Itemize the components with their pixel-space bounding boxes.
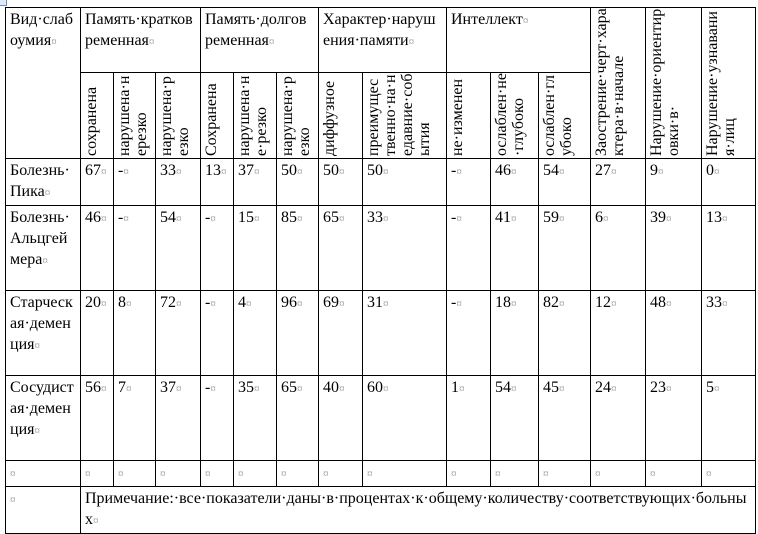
table-row <box>6 159 756 206</box>
row-name: Старческая·деменция¤ <box>6 291 81 376</box>
cell: 67¤ <box>81 159 114 206</box>
table-row <box>6 206 756 291</box>
cell: 48¤ <box>646 291 702 376</box>
empty-cell: ¤ <box>156 461 201 487</box>
cell: 82¤ <box>539 291 591 376</box>
cell: 4¤ <box>234 291 277 376</box>
row-name: Болезнь·Пика¤ <box>6 159 81 206</box>
cell: 69¤ <box>319 291 363 376</box>
empty-cell: ¤ <box>702 461 756 487</box>
note-text: Примечание:·все·показатели·даны·в·процентах·к·общему·количеству·соответствующих·больных¤ <box>81 487 756 534</box>
header-group-memory-character: Характер·нарушения·памяти¤ <box>319 8 447 73</box>
row-name: Сосудистая·деменция¤ <box>6 376 81 461</box>
cell: -¤ <box>201 376 234 461</box>
cell: 13¤ <box>201 159 234 206</box>
cell: 18¤ <box>491 291 539 376</box>
cell: 46¤ <box>491 159 539 206</box>
empty-cell: ¤ <box>6 487 81 534</box>
cell: 40¤ <box>319 376 363 461</box>
row-name: Болезнь·Альцгеймера¤ <box>6 206 81 291</box>
cell: 96¤ <box>277 291 319 376</box>
cell: 1¤ <box>447 376 491 461</box>
cell: 50¤ <box>277 159 319 206</box>
cell: 39¤ <box>646 206 702 291</box>
note-row <box>6 487 756 534</box>
cell: 54¤ <box>156 206 201 291</box>
empty-cell: ¤ <box>201 461 234 487</box>
subheader-short-mild: нарушена·нерезко <box>114 73 156 159</box>
cell: 20¤ <box>81 291 114 376</box>
header-character-sharpening: Заострение·черт·характера·в·начале <box>591 8 646 159</box>
cell: 9¤ <box>646 159 702 206</box>
empty-cell: ¤ <box>6 461 81 487</box>
cell: 33¤ <box>156 159 201 206</box>
cell: 35¤ <box>234 376 277 461</box>
subheader-recent-events: преимущественно·на·недавние·события <box>363 73 447 159</box>
empty-cell: ¤ <box>319 461 363 487</box>
table-row <box>6 376 756 461</box>
header-group-intellect: Интеллект¤ <box>447 8 591 73</box>
cell: -¤ <box>447 206 491 291</box>
header-group-short-memory: Память·кратковременная¤ <box>81 8 201 73</box>
empty-cell: ¤ <box>81 461 114 487</box>
cell: 33¤ <box>363 206 447 291</box>
subheader-intellect-mild: ослаблен·не·глубоко <box>491 73 539 159</box>
cell: 54¤ <box>539 159 591 206</box>
cell: -¤ <box>201 206 234 291</box>
cell: -¤ <box>114 206 156 291</box>
cell: 46¤ <box>81 206 114 291</box>
cell: 65¤ <box>277 376 319 461</box>
empty-cell: ¤ <box>277 461 319 487</box>
cell: 8¤ <box>114 291 156 376</box>
cell: 59¤ <box>539 206 591 291</box>
cell: 45¤ <box>539 376 591 461</box>
subheader-diffuse: диффузное <box>319 73 363 159</box>
cell: 27¤ <box>591 159 646 206</box>
table-row <box>6 291 756 376</box>
cell: 85¤ <box>277 206 319 291</box>
subheader-intellect-deep: ослаблен·глубоко <box>539 73 591 159</box>
subheader-short-severe: нарушена·резко <box>156 73 201 159</box>
empty-row <box>6 461 756 487</box>
cell: 13¤ <box>702 206 756 291</box>
empty-cell: ¤ <box>114 461 156 487</box>
cell: -¤ <box>447 159 491 206</box>
empty-cell: ¤ <box>363 461 447 487</box>
cell: 33¤ <box>702 291 756 376</box>
cell: 50¤ <box>363 159 447 206</box>
cell: 54¤ <box>491 376 539 461</box>
cell: 0¤ <box>702 159 756 206</box>
cell: 41¤ <box>491 206 539 291</box>
cell: -¤ <box>201 291 234 376</box>
data-table <box>5 7 756 534</box>
cell: 56¤ <box>81 376 114 461</box>
cell: 31¤ <box>363 291 447 376</box>
empty-cell: ¤ <box>646 461 702 487</box>
empty-cell: ¤ <box>491 461 539 487</box>
empty-cell: ¤ <box>447 461 491 487</box>
header-orientation-disorder: Нарушение·ориентировки·в· <box>646 8 702 159</box>
cell: 60¤ <box>363 376 447 461</box>
subheader-intellect-unchanged: не·изменен <box>447 73 491 159</box>
cell: 37¤ <box>234 159 277 206</box>
empty-cell: ¤ <box>591 461 646 487</box>
cell: 12¤ <box>591 291 646 376</box>
cell: 15¤ <box>234 206 277 291</box>
header-type: Вид·слабоумия¤ <box>6 8 81 159</box>
anchor-marker-icon <box>0 0 7 6</box>
cell: 72¤ <box>156 291 201 376</box>
cell: 24¤ <box>591 376 646 461</box>
subheader-long-mild: нарушена·не·резко <box>234 73 277 159</box>
cell: 37¤ <box>156 376 201 461</box>
cell: 50¤ <box>319 159 363 206</box>
empty-cell: ¤ <box>234 461 277 487</box>
subheader-long-severe: нарушена·резко <box>277 73 319 159</box>
empty-cell: ¤ <box>539 461 591 487</box>
subheader-short-preserved: сохранена <box>81 73 114 159</box>
header-face-recognition: Нарушение·узнавания·лиц <box>702 8 756 159</box>
cell: 6¤ <box>591 206 646 291</box>
header-group-long-memory: Память·долговременная¤ <box>201 8 319 73</box>
cell: 5¤ <box>702 376 756 461</box>
cell: 65¤ <box>319 206 363 291</box>
subheader-long-preserved: Сохранена <box>201 73 234 159</box>
cell: -¤ <box>447 291 491 376</box>
cell: -¤ <box>114 159 156 206</box>
cell: 7¤ <box>114 376 156 461</box>
cell: 23¤ <box>646 376 702 461</box>
